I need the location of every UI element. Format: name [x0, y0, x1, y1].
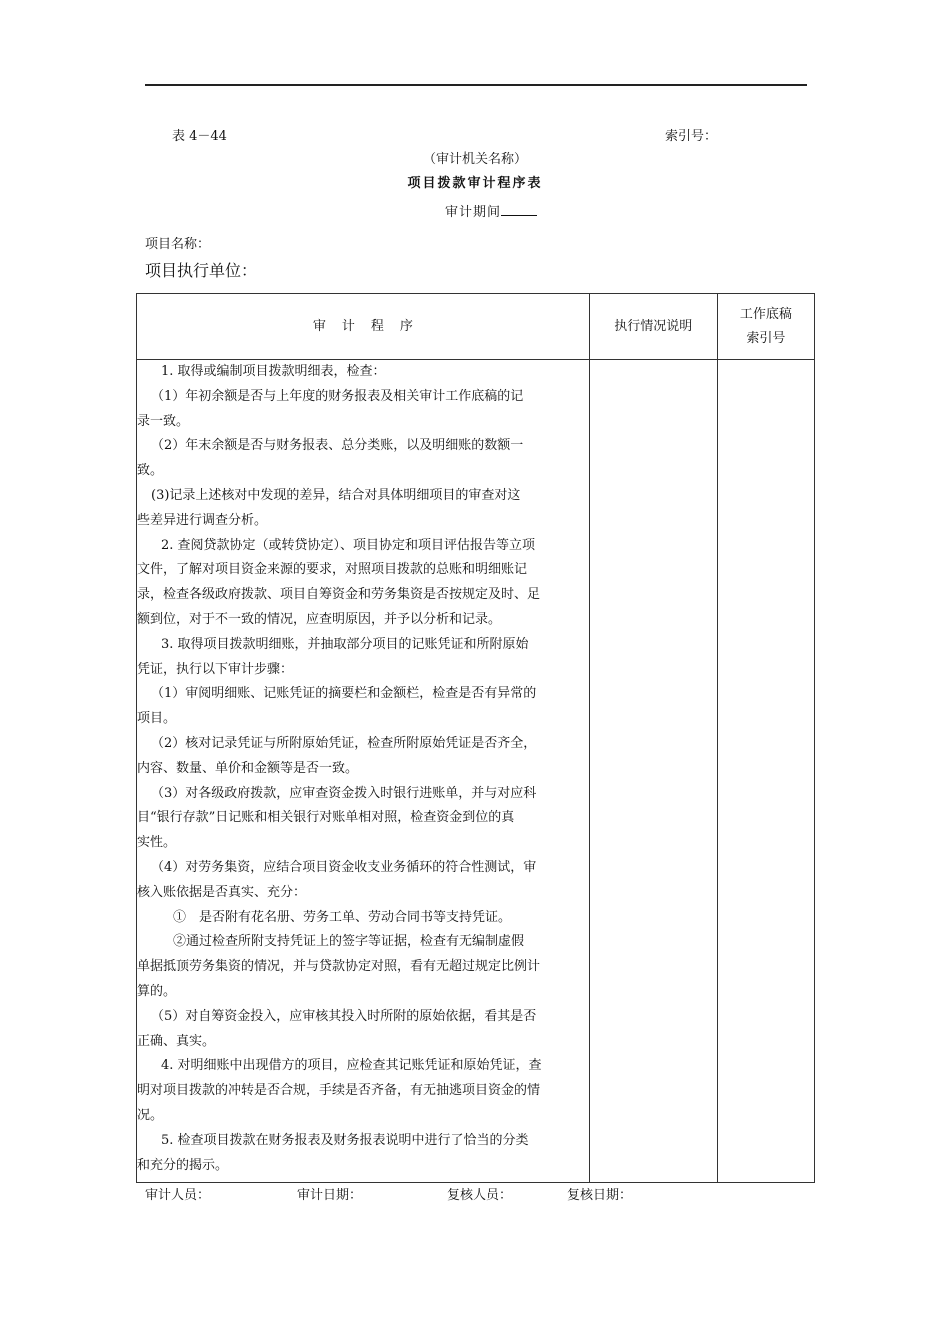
- procedure-line: （2）核对记录凭证与所附原始凭证，检查所附原始凭证是否齐全，: [151, 735, 537, 751]
- procedure-line: 核入账依据是否真实、充分：: [137, 884, 307, 900]
- header-execution: 执行情况说明: [589, 294, 717, 360]
- procedure-line: 4. 对明细账中出现借方的项目，应检查其记账凭证和原始凭证，查: [161, 1058, 542, 1074]
- audit-period-label: 审计期间: [445, 205, 502, 220]
- procedure-line: 致。: [137, 463, 164, 479]
- audit-period: [445, 202, 537, 221]
- procedure-line: 额到位，对于不一致的情况，应查明原因，并予以分析和记录。: [137, 611, 502, 627]
- procedure-line: 录一致。: [137, 413, 190, 429]
- procedure-line: （5）对自筹资金投入，应审核其投入时所附的原始依据，看其是否: [151, 1008, 537, 1024]
- header-workpaper-line2: 索引号: [746, 330, 786, 346]
- procedure-line: ① 是否附有花名册、劳务工单、劳动合同书等支持凭证。: [173, 909, 512, 925]
- top-rule: [145, 84, 807, 86]
- procedure-line: 3. 取得项目拨款明细账，并抽取部分项目的记账凭证和所附原始: [161, 636, 529, 652]
- procedure-line: 目“银行存款”日记账和相关银行对账单相对照，检查资金到位的真: [137, 810, 515, 826]
- agency-name: （审计机关名称）: [422, 152, 527, 167]
- workpaper-index-cell: [717, 360, 814, 1183]
- procedure-line: 和充分的揭示。: [137, 1157, 229, 1173]
- table-header-row: [137, 294, 815, 360]
- procedure-line: 正确、真实。: [137, 1033, 216, 1049]
- execution-unit-label: 项目执行单位：: [145, 261, 258, 280]
- page-title: 项目拨款审计程序表: [407, 176, 543, 191]
- procedure-line: （4）对劳务集资，应结合项目资金收支业务循环的符合性测试，审: [151, 859, 537, 875]
- form-number: 表 4－44: [172, 129, 227, 144]
- review-date-label: 复核日期：: [567, 1188, 633, 1203]
- procedure-line: 算的。: [137, 983, 177, 999]
- procedure-line: 2. 查阅贷款协定（或转贷协定）、项目协定和项目评估报告等立项: [161, 537, 536, 553]
- procedure-line: 1. 取得或编制项目拨款明细表，检查：: [161, 364, 386, 379]
- header-workpaper-line1: 工作底稿: [739, 306, 792, 322]
- header-workpaper-index: [717, 294, 814, 360]
- procedure-line: 单据抵顶劳务集资的情况，并与贷款协定对照，看有无超过规定比例计: [137, 959, 541, 975]
- procedure-line: （3）对各级政府拨款，应审查资金拨入时银行进账单，并与对应科: [151, 785, 537, 801]
- procedure-line: 实性。: [137, 835, 177, 851]
- procedure-line: （1）年初余额是否与上年度的财务报表及相关审计工作底稿的记: [151, 388, 524, 404]
- procedure-line: 项目。: [137, 711, 177, 727]
- procedure-line: 录，检查各级政府拨款、项目自筹资金和劳务集资是否按规定及时、足: [137, 587, 541, 603]
- procedure-line: （1）审阅明细账、记账凭证的摘要栏和金额栏，检查是否有异常的: [151, 686, 537, 702]
- index-number-label: 索引号：: [665, 129, 718, 144]
- procedure-cell: [137, 360, 590, 1183]
- audit-procedure-table: [136, 293, 815, 1183]
- procedure-line: (3)记录上述核对中发现的差异，结合对具体明细项目的审查对这: [151, 487, 521, 503]
- procedure-line: 5. 检查项目拨款在财务报表及财务报表说明中进行了恰当的分类: [161, 1132, 529, 1148]
- reviewer-label: 复核人员：: [447, 1188, 513, 1203]
- procedure-line: 内容、数量、单价和金额等是否一致。: [137, 760, 359, 776]
- audit-period-blank: [501, 202, 537, 216]
- project-name-label: 项目名称：: [145, 237, 211, 252]
- procedure-line: 明对项目拨款的冲转是否合规，手续是否齐备，有无抽逃项目资金的情: [137, 1083, 541, 1099]
- procedure-line: （2）年末余额是否与财务报表、总分类账，以及明细账的数额一: [151, 438, 524, 454]
- header-procedure: 审计程序: [137, 294, 590, 360]
- table-body-row: [137, 360, 815, 1183]
- procedure-line: 文件，了解对项目资金来源的要求，对照项目拨款的总账和明细账记: [137, 562, 528, 578]
- procedure-line: 凭证，执行以下审计步骤：: [137, 661, 294, 677]
- procedure-line: 些差异进行调查分析。: [137, 512, 268, 528]
- auditor-label: 审计人员：: [145, 1188, 211, 1203]
- execution-cell: [589, 360, 717, 1183]
- audit-date-label: 审计日期：: [297, 1188, 363, 1203]
- procedure-line: ②通过检查所附支持凭证上的签字等证据，检查有无编制虚假: [173, 934, 525, 950]
- procedure-line: 况。: [137, 1107, 164, 1123]
